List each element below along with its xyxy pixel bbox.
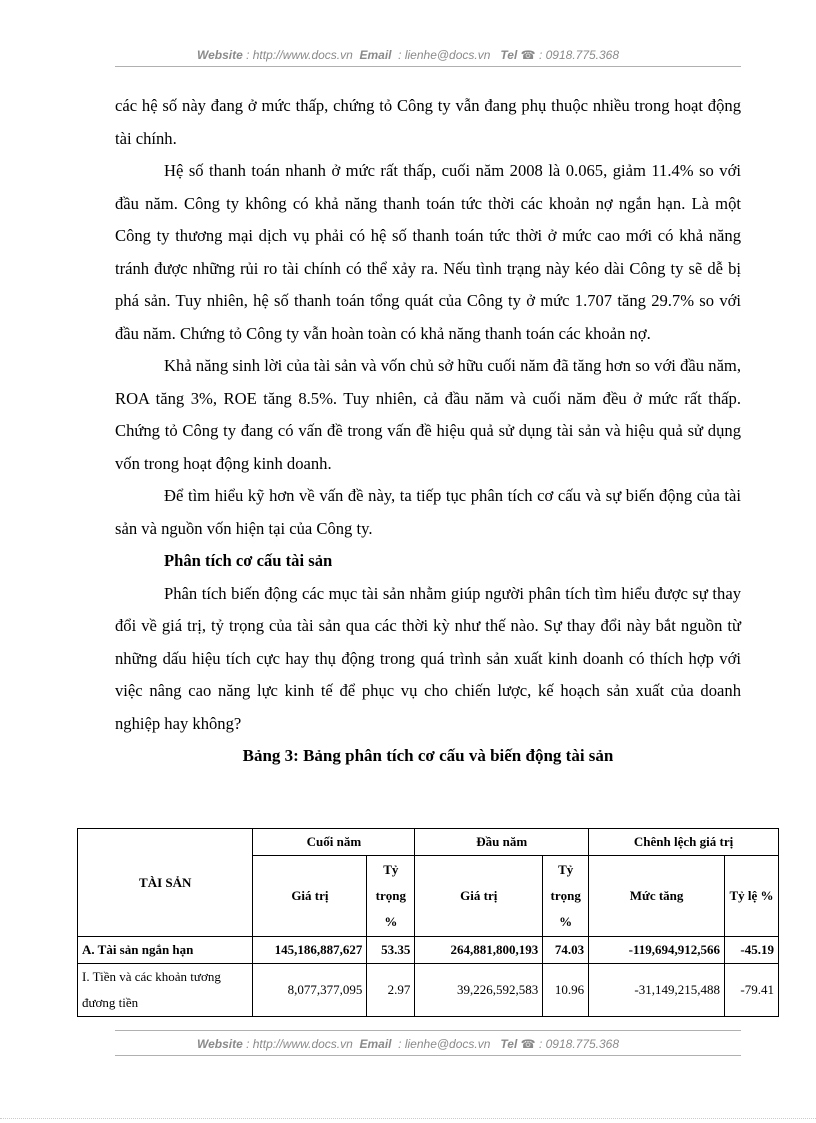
table-row [78, 937, 779, 964]
tel-value: ☎ : 0918.775.368 [520, 48, 620, 62]
table-caption: Bảng 3: Bảng phân tích cơ cấu và biến động tài sản [242, 746, 614, 765]
footer-email-value[interactable]: : lienhe@docs.vn [398, 1037, 491, 1051]
header-divider [115, 66, 741, 67]
group-end-of-year: Cuối năm [253, 829, 415, 856]
increase: -119,694,912,566 [589, 937, 725, 964]
end-value: 8,077,377,095 [253, 964, 367, 1017]
footer-tel-value: ☎ : 0918.775.368 [520, 1037, 620, 1051]
section-heading: Phân tích cơ cấu tài sản [164, 551, 333, 570]
row-label: A. Tài sản ngắn hạn [78, 937, 253, 964]
paragraph-2: Hệ số thanh toán nhanh ở mức rất thấp, cuối năm 2008 là 0.065, giảm 11.4% so với đầu năm. Công ty không có khả năng thanh toán tức thời các khoản nợ ngắn hạn. Là một Công ty thương mại dịch vụ phải có hệ số thanh toán tức thời ở mức cao mới có khả năng tránh được những rủi ro tài chính có thể xảy ra. Nếu tình trạng này kéo dài Công ty sẽ dễ bị phá sản. Tuy nhiên, hệ số thanh toán tổng quát của Công ty ở mức 1.707 tăng 29.7% so với đầu năm. Chứng tỏ Công ty vẫn hoàn toàn có khả năng thanh toán các khoản nợ. [115, 161, 741, 343]
footer-website-label: Website [196, 1037, 243, 1051]
table-header-row-1 [78, 829, 779, 856]
begin-ratio: 10.96 [543, 964, 589, 1017]
group-beginning-of-year: Đầu năm [415, 829, 589, 856]
email-value[interactable]: : lienhe@docs.vn [398, 48, 491, 62]
sub-increase: Mức tăng [589, 856, 725, 937]
increase: -31,149,215,488 [589, 964, 725, 1017]
sub-value-begin: Giá trị [415, 856, 543, 937]
sub-ratio-end: Tỷ trọng % [367, 856, 415, 937]
sub-ratio-begin: Tỷ trọng % [543, 856, 589, 937]
end-value: 145,186,887,627 [253, 937, 367, 964]
paragraph-1: các hệ số này đang ở mức thấp, chứng tỏ Công ty vẫn đang phụ thuộc nhiều trong hoạt động tài chính. [115, 96, 741, 148]
end-ratio: 53.35 [367, 937, 415, 964]
begin-value: 39,226,592,583 [415, 964, 543, 1017]
footer-website-value[interactable]: : http://www.docs.vn [246, 1037, 353, 1051]
paragraph-4: Để tìm hiểu kỹ hơn về vấn đề này, ta tiếp tục phân tích cơ cấu và sự biến động của tài sản và nguồn vốn hiện tại của Công ty. [115, 486, 741, 538]
table-row [78, 964, 779, 1017]
row-label: I. Tiền và các khoản tương đương tiền [78, 964, 253, 1017]
end-ratio: 2.97 [367, 964, 415, 1017]
website-value[interactable]: : http://www.docs.vn [246, 48, 353, 62]
col-asset: TÀI SẢN [78, 829, 253, 937]
footer-tel-label: Tel [500, 1037, 518, 1051]
tel-label: Tel [500, 48, 518, 62]
footer-divider-top [115, 1030, 741, 1031]
page-edge [0, 1118, 816, 1119]
sub-rate: Tỷ lệ % [725, 856, 779, 937]
website-label: Website [196, 48, 243, 62]
begin-ratio: 74.03 [543, 937, 589, 964]
asset-structure-table [77, 828, 779, 1017]
footer-email-label: Email [359, 1037, 392, 1051]
rate: -45.19 [725, 937, 779, 964]
rate: -79.41 [725, 964, 779, 1017]
page-footer [0, 1037, 816, 1051]
sub-value-end: Giá trị [253, 856, 367, 937]
begin-value: 264,881,800,193 [415, 937, 543, 964]
paragraph-5: Phân tích biến động các mục tài sản nhằm giúp người phân tích tìm hiểu được sự thay đổi về giá trị, tỷ trọng của tài sản qua các thời kỳ như thế nào. Sự thay đổi này bắt nguồn từ những dấu hiệu tích cực hay thụ động trong quá trình sản xuất kinh doanh có thích hợp với việc nâng cao năng lực kinh tế để phục vụ cho chiến lược, kế hoạch sản xuất của doanh nghiệp hay không? [115, 583, 741, 733]
paragraph-3: Khả năng sinh lời của tài sản và vốn chủ sở hữu cuối năm đã tăng hơn so với đầu năm, ROA tăng 3%, ROE tăng 8.5%. Tuy nhiên, cả đầu năm và cuối năm đều ở mức rất thấp. Chứng tỏ Công ty đang có vấn đề trong vấn đề hiệu quả sử dụng tài sản và hiệu quả sử dụng vốn trong hoạt động kinh doanh. [115, 356, 741, 473]
group-difference: Chênh lệch giá trị [589, 829, 779, 856]
page-header [0, 48, 816, 62]
footer-divider-bottom [115, 1055, 741, 1056]
email-label: Email [359, 48, 392, 62]
document-body [115, 90, 741, 773]
